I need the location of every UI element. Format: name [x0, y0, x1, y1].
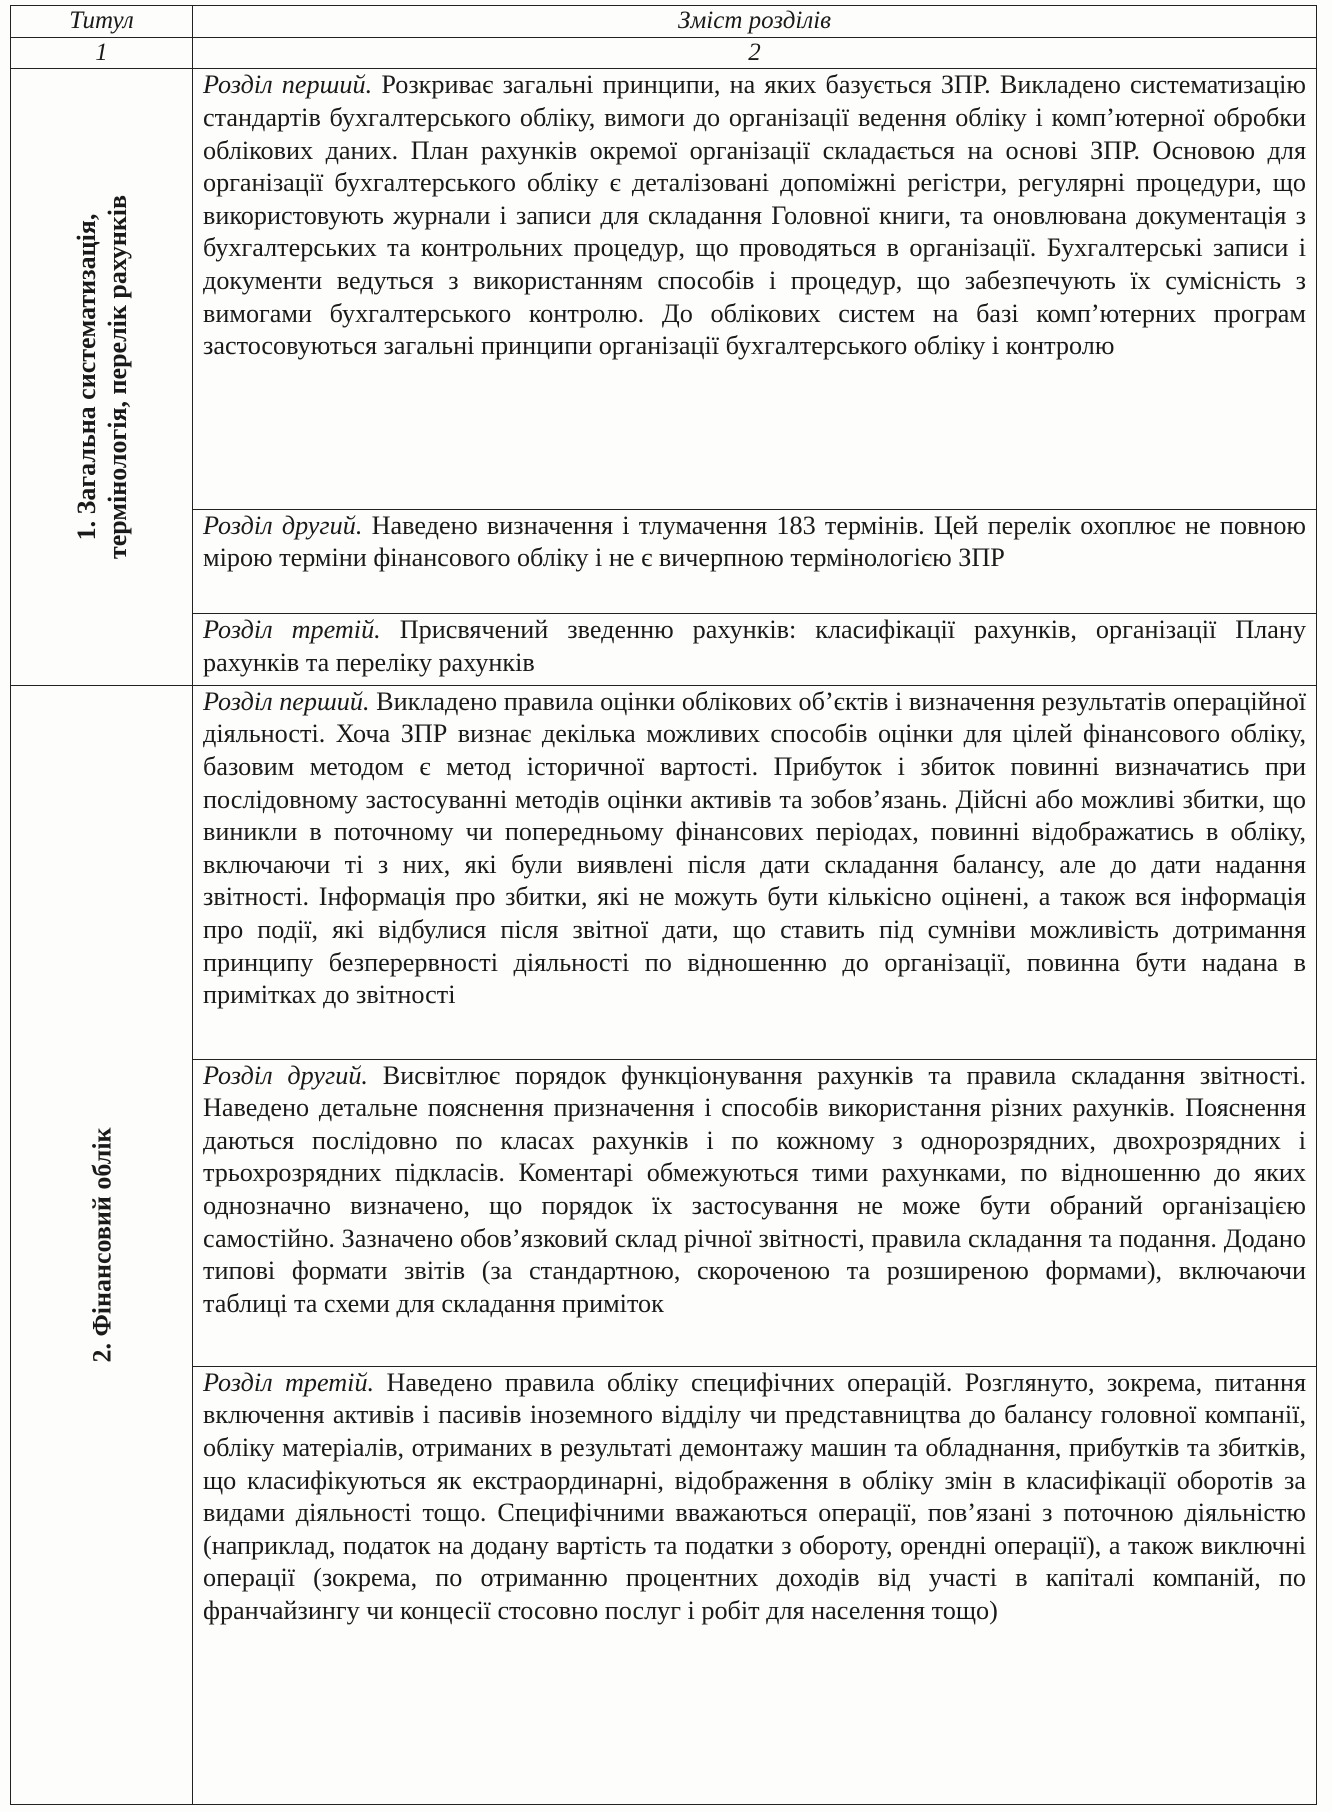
group-title	[71, 195, 133, 559]
section-text: Наведено визначення і тлумачення 183 термінів. Цей перелік охоплює не повною мірою терміни фінансового обліку і не є вичерпною термінологією ЗПР	[203, 510, 1306, 573]
group-title	[86, 1127, 117, 1362]
table-row	[11, 614, 1317, 686]
section-lead: Розділ другий.	[203, 510, 363, 540]
header-content-col: Зміст розділів	[193, 6, 1317, 38]
section-lead: Розділ перший.	[203, 70, 373, 100]
table-row	[11, 1366, 1317, 1804]
table-row	[11, 509, 1317, 613]
table-row	[11, 69, 1317, 509]
numbering-row	[11, 37, 1317, 69]
section-text: Висвітлює порядок функціонування рахунків та правила складання звітності. Наведено детальне пояснення призначення і способів використання різних рахунків. Пояснення даються послідовно по класах рахунків і по кожному з однорозрядних, двохрозрядних і трьохрозрядних підкласів. Коментарі обмежуються тими рахунками, по відношенню до яких однозначно визначено, що порядок їх застосування не може бути обраний організацією самостійно. Зазначено обов’язковий склад річної звітності, правила складання та подання. Додано типові формати звітів (за стандартною, скороченою та розширеною формами), включаючи таблиці та схеми для складання приміток	[203, 1060, 1306, 1318]
section-lead: Розділ третій.	[203, 1367, 375, 1397]
section-content	[193, 69, 1317, 509]
section-text: Наведено правила обліку специфічних операцій. Розглянуто, зокрема, питання включення активів і пасивів іноземного відділу чи представництва до балансу головної компанії, обліку матеріалів, отриманих в результаті демонтажу машин та обладнання, прибутків та збитків, що класифікуються як екстраординарні, відображення в обліку змін в класифікації оборотів за видами діяльності тощо. Специфічними вважаються операції, пов’язані з поточною діяльністю (наприклад, податок на додану вартість та податки з обороту, орендні операції), а також виключні операції (зокрема, по отриманню процентних доходів від участі в капіталі компаній, по франчайзингу чи концесії стосовно послуг і робіт для населення тощо)	[203, 1367, 1307, 1625]
group-title-line: 1. Загальна систематизація,	[71, 213, 101, 541]
table-row	[11, 685, 1317, 1059]
header-row	[11, 6, 1317, 38]
group-title-line: 2. Фінансовий облік	[87, 1127, 116, 1363]
section-text: Розкриває загальні принципи, на яких базується ЗПР. Викладено систематизацію стандартів бухгалтерського обліку, вимоги до організації ведення обліку і комп’ютерної обробки облікових даних. План рахунків окремої організації складається на основі ЗПР. Основою для організації бухгалтерського обліку є деталізовані допоміжні регістри, регулярні процедури, що використовують журнали і записи для складання Головної книги, та оновлювана документація з бухгалтерських та контрольних процедур, що проводяться в організації. Бухгалтерські записи і документи ведуться з використанням способів і процедур, що забезпечують їх сумісність з вимогами бухгалтерського контролю. До облікових систем на базі комп’ютерних програм застосовуються загальні принципи організації бухгалтерського обліку і контролю	[203, 70, 1306, 361]
group-title-cell	[11, 685, 193, 1804]
section-content	[193, 1059, 1317, 1366]
group-title-line: термінологія, перелік рахунків	[102, 195, 132, 560]
column-number-2: 2	[193, 37, 1317, 69]
header-title-col: Титул	[11, 6, 193, 38]
table-row	[11, 1059, 1317, 1366]
section-text: Присвячений зведенню рахунків: класифікації рахунків, організації Плану рахунків та переліку рахунків	[203, 615, 1306, 677]
section-text: Викладено правила оцінки облікових об’єктів і визначення результатів операційної діяльності. Хоча ЗПР визнає декілька можливих способів оцінки для цілей фінансового обліку, базовим методом є метод історичної вартості. Прибуток і збиток повинні визначатись при послідовному застосуванні методів оцінки активів та зобов’язань. Дійсні або можливі збитки, що виникли в поточному чи попередньому фінансових періодах, повинні відображатись в обліку, включаючи ті з них, які були виявлені після дати складання балансу, але до дати надання звітності. Інформація про збитки, які не можуть бути кількісно оцінені, а також вся інформація про події, які відбулися після звітної дати, що ставить під сумніви можливість дотримання принципу безперервності діяльності по відношенню до організації, повинна бути надана в примітках до звітності	[203, 686, 1306, 1010]
section-content	[193, 509, 1317, 613]
sections-table	[10, 5, 1317, 1805]
section-content	[193, 614, 1317, 686]
section-lead: Розділ перший.	[203, 686, 370, 716]
section-content	[193, 1366, 1317, 1804]
section-lead: Розділ другий.	[203, 1060, 368, 1090]
column-number-1: 1	[11, 37, 193, 69]
section-content	[193, 685, 1317, 1059]
section-lead: Розділ третій.	[203, 615, 381, 645]
group-title-cell	[11, 69, 193, 685]
